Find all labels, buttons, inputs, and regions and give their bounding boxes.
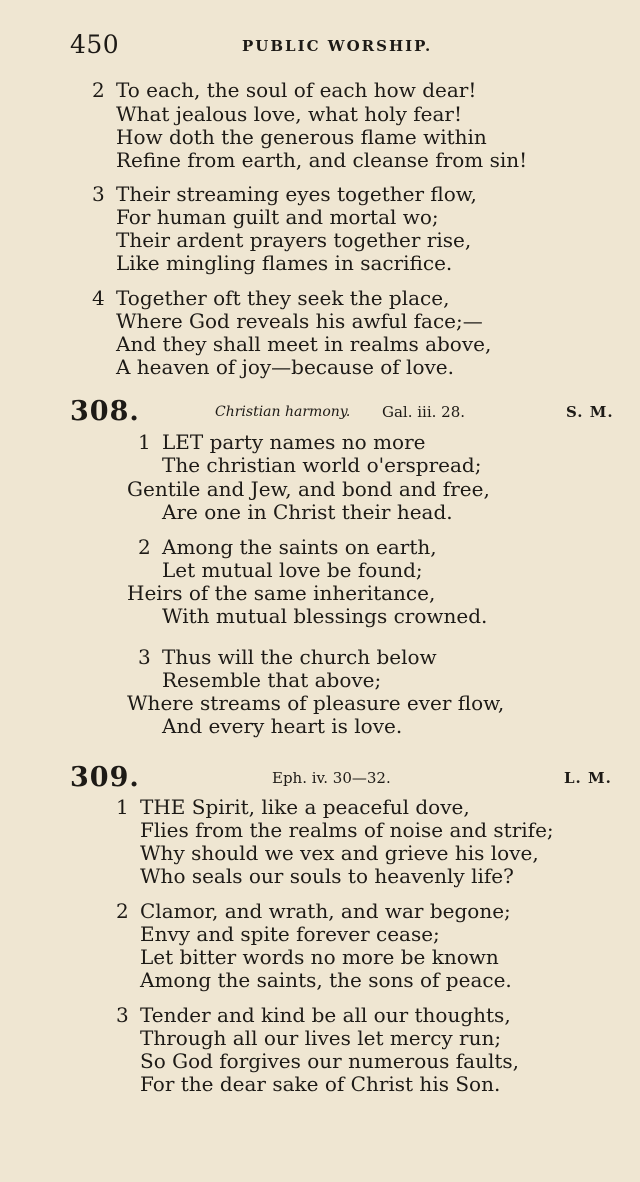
hymn-subject: Christian harmony. bbox=[215, 404, 351, 420]
scripture-reference: Eph. iv. 30—32. bbox=[272, 769, 391, 787]
verse-line: Why should we vex and grieve his love, bbox=[140, 841, 539, 865]
stanza-number: 2 bbox=[92, 78, 105, 102]
verse-line: How doth the generous flame within bbox=[116, 125, 487, 149]
verse-line: Resemble that above; bbox=[162, 668, 382, 692]
verse-line: Together oft they seek the place, bbox=[116, 286, 450, 310]
verse-line: What jealous love, what holy fear! bbox=[116, 102, 462, 126]
stanza-number: 2 bbox=[116, 899, 129, 923]
stanza-number: 4 bbox=[92, 286, 105, 310]
verse-line: Among the saints on earth, bbox=[162, 535, 437, 559]
stanza-number: 3 bbox=[92, 182, 105, 206]
verse-line: LET party names no more bbox=[162, 430, 426, 454]
verse-line: Through all our lives let mercy run; bbox=[140, 1026, 502, 1050]
verse-line: Where God reveals his awful face;— bbox=[116, 309, 483, 333]
hymn-meter: L. M. bbox=[564, 769, 612, 787]
verse-line: And they shall meet in realms above, bbox=[116, 332, 492, 356]
verse-line: Their ardent prayers together rise, bbox=[116, 228, 472, 252]
verse-line: So God forgives our numerous faults, bbox=[140, 1049, 520, 1073]
verse-line: Let mutual love be found; bbox=[162, 558, 423, 582]
stanza-number: 3 bbox=[138, 645, 151, 669]
verse-line: Clamor, and wrath, and war begone; bbox=[140, 899, 511, 923]
hymn-meter: S. M. bbox=[566, 403, 614, 421]
stanza-number: 3 bbox=[116, 1003, 129, 1027]
verse-line: To each, the soul of each how dear! bbox=[116, 78, 477, 102]
verse-line: For the dear sake of Christ his Son. bbox=[140, 1072, 501, 1096]
verse-line: A heaven of joy—because of love. bbox=[116, 355, 454, 379]
verse-line: And every heart is love. bbox=[162, 714, 403, 738]
verse-line: Their streaming eyes together flow, bbox=[116, 182, 477, 206]
hymn-number: 309. bbox=[70, 762, 140, 793]
verse-line: With mutual blessings crowned. bbox=[162, 604, 488, 628]
stanza-number: 1 bbox=[138, 430, 151, 454]
verse-line: Thus will the church below bbox=[162, 645, 437, 669]
stanza-number: 2 bbox=[138, 535, 151, 559]
scripture-reference: Gal. iii. 28. bbox=[382, 403, 466, 421]
verse-line: Heirs of the same inheritance, bbox=[127, 581, 436, 605]
verse-line: Are one in Christ their head. bbox=[162, 500, 453, 524]
stanza-number: 1 bbox=[116, 795, 129, 819]
verse-line: Like mingling flames in sacrifice. bbox=[116, 251, 453, 275]
running-title: PUBLIC WORSHIP. bbox=[242, 37, 433, 55]
verse-line: Flies from the realms of noise and strife; bbox=[140, 818, 554, 842]
verse-line: The christian world o'erspread; bbox=[162, 453, 482, 477]
verse-line: Gentile and Jew, and bond and free, bbox=[127, 477, 490, 501]
verse-line: For human guilt and mortal wo; bbox=[116, 205, 439, 229]
verse-line: THE Spirit, like a peaceful dove, bbox=[140, 795, 470, 819]
verse-line: Where streams of pleasure ever flow, bbox=[127, 691, 505, 715]
hymn-number: 308. bbox=[70, 396, 140, 427]
page-number: 450 bbox=[70, 30, 120, 59]
verse-line: Refine from earth, and cleanse from sin! bbox=[116, 148, 528, 172]
verse-line: Envy and spite forever cease; bbox=[140, 922, 440, 946]
verse-line: Among the saints, the sons of peace. bbox=[140, 968, 512, 992]
verse-line: Who seals our souls to heavenly life? bbox=[140, 864, 514, 888]
verse-line: Tender and kind be all our thoughts, bbox=[140, 1003, 511, 1027]
verse-line: Let bitter words no more be known bbox=[140, 945, 499, 969]
